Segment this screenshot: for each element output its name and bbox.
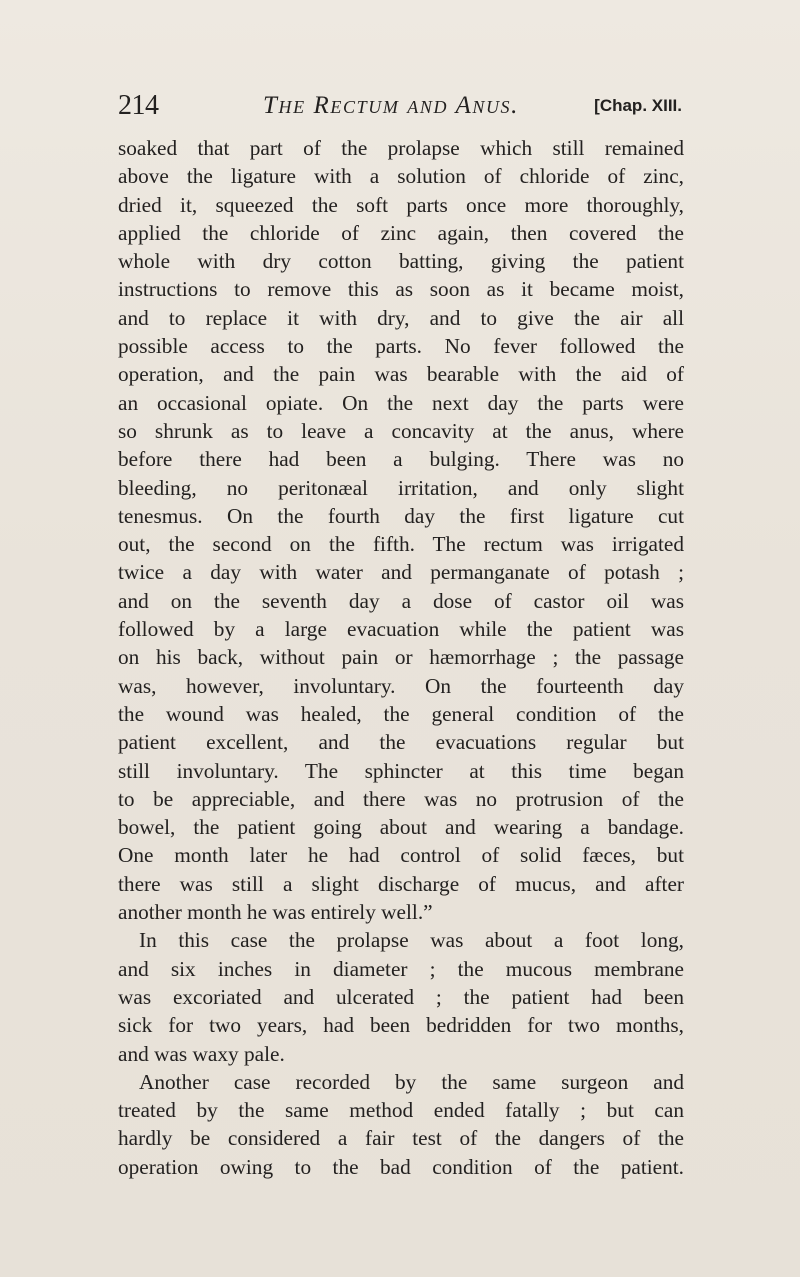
text-line: was excoriated and ulcerated ; the patient had been [118, 984, 684, 1009]
text-line: One month later he had control of solid fæces, but [118, 843, 684, 868]
text-line: tenesmus. On the fourth day the first ligature cut [118, 503, 684, 528]
text-line: possible access to the parts. No fever followed the [118, 334, 684, 359]
text-line: another month he was entirely well.” [118, 900, 433, 925]
text-line: operation owing to the bad condition of the patient. [118, 1154, 684, 1179]
text-line: soaked that part of the prolapse which still remained [118, 136, 684, 160]
text-line: operation, and the pain was bearable with the aid of [118, 362, 684, 387]
body-text [118, 134, 684, 1179]
text-line: an occasional opiate. On the next day the parts were [118, 390, 684, 415]
text-line: to be appreciable, and there was no protrusion of the [118, 786, 684, 811]
text-line: bleeding, no peritonæal irritation, and only slight [118, 475, 684, 500]
text-line: treated by the same method ended fatally ; but can [118, 1098, 684, 1123]
chapter-reference: [Chap. XIII. [594, 96, 682, 115]
text-line: applied the chloride of zinc again, then covered the [118, 220, 684, 245]
text-line: sick for two years, had been bedridden for two months, [118, 1013, 684, 1038]
text-line: before there had been a bulging. There was no [118, 447, 684, 472]
text-line: and on the seventh day a dose of castor oil was [118, 588, 684, 613]
text-line: above the ligature with a solution of chloride of zinc, [118, 164, 684, 189]
running-head [118, 89, 682, 123]
text-line: twice a day with water and permanganate of potash ; [118, 560, 684, 585]
text-line: Another case recorded by the same surgeon and [139, 1069, 684, 1094]
text-line: there was still a slight discharge of mucus, and after [118, 871, 684, 896]
text-line: the wound was healed, the general condition of the [118, 701, 684, 726]
text-line: was, however, involuntary. On the fourteenth day [118, 673, 684, 698]
text-line: still involuntary. The sphincter at this time began [118, 758, 684, 783]
text-line: and was waxy pale. [118, 1041, 285, 1066]
text-line: on his back, without pain or hæmorrhage ; the passage [118, 645, 684, 670]
text-line: patient excellent, and the evacuations regular but [118, 730, 684, 755]
text-line: and to replace it with dry, and to give the air all [118, 305, 684, 330]
text-line: followed by a large evacuation while the patient was [118, 617, 684, 642]
text-line: hardly be considered a fair test of the dangers of the [118, 1126, 684, 1151]
book-title: The Rectum and Anus. [263, 92, 519, 119]
text-line: dried it, squeezed the soft parts once more thoroughly, [118, 192, 684, 217]
text-line: and six inches in diameter ; the mucous membrane [118, 956, 684, 981]
text-line: whole with dry cotton batting, giving the patient [118, 249, 684, 274]
text-line: instructions to remove this as soon as it became moist, [118, 277, 684, 302]
text-line: out, the second on the fifth. The rectum was irrigated [118, 532, 684, 557]
page-number: 214 [118, 90, 159, 121]
text-line: so shrunk as to leave a concavity at the anus, where [118, 418, 684, 443]
text-line: In this case the prolapse was about a foot long, [139, 928, 684, 953]
text-line: bowel, the patient going about and wearing a bandage. [118, 815, 684, 840]
